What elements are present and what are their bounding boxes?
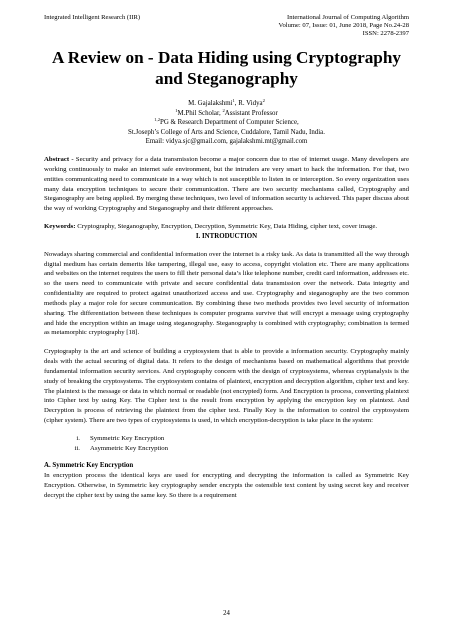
page-number: 24: [223, 610, 230, 617]
subsection-heading-symmetric: A. Symmetric Key Encryption: [44, 462, 134, 470]
journal-issn: ISSN: 2278-2397: [362, 30, 409, 37]
abstract-text: Security and privacy for a data transmission become a major concern due to rise of internet usage. Many developers are working continuously to make an internet safe environment, but the intruders are very smart to hack the information. For that, two entities communicating need to communicate in a way which is not susceptible to listen in or interception. So every organization uses many data encryption techniques to secure their communication. There are two security mechanisms called, Cryptography and Steganography are being applied. By merging these techniques, two level of information security is achieved. This paper discuss about the way of working Cryptography and Steganography and their different approaches.: [44, 155, 409, 213]
intro-paragraph-2: Cryptography is the art and science of building a cryptosystem that is able to provide a information security. Cryptography mainly deals with the actual securing of digital data. It refers to the design of mechanisms based on mathematical algorithms that provide fundamental information security services. And cryptography concern with the design of cryptosystems, whereas cryptanalysis is the study of breaking the cryptosystems. The cryptosystem contains of plaintext, encryption and decryption algorithm, cipher text and key. The plaintext is the message or data in which normal or readable (not encrypted) form. And Encryption is process, converting plaintext into Cipher text by using Key. The Cipher text is the result from encryption by applying the encryption key on plaintext. And Decryption is process of retrieving the plaintext from the cipher text. Finally Key is the information to control the cryptosystem (cipher system). There are two types of cryptosystems is used, in which encryption-decryption is take place in the system:: [44, 348, 409, 425]
journal-name: International Journal of Computing Algorithm: [287, 14, 409, 21]
list-item: ii. Asymmetric Key Encryption: [74, 444, 168, 452]
paper-title: [44, 47, 409, 89]
section-heading-introduction: I. INTRODUCTION: [195, 232, 258, 240]
paper-title-line1: A Review on - Data Hiding using Cryptography: [51, 48, 402, 67]
keywords: [44, 222, 409, 232]
list-item: i. Symmetric Key Encryption: [76, 435, 165, 443]
abstract: [44, 155, 409, 214]
keywords-text: Cryptography, Steganography, Encryption, Decryption, Symmetric Key, Data Hiding, cipher text, cover image.: [75, 223, 378, 231]
journal-info: [279, 14, 409, 38]
author-email: Email: vidya.sjc@gmail.com, gajalakshmi.mt@gmail.com: [145, 138, 308, 146]
keywords-label: Keywords:: [44, 223, 76, 231]
abstract-label: Abstract -: [44, 155, 74, 163]
symmetric-paragraph: In encryption process the identical keys are used for encrypting and decrypting the information is called as Symmetric Key Encryption. Otherwise, in Symmetric key cryptography sender encrypts the ostensible text content by using secret key and receiver decrypt the cipher text by using the same key. So there is a requirement: [44, 472, 409, 499]
intro-paragraph-1: Nowadays sharing commercial and confidential information over the internet is a risky task. As data is transmitted all the way through digital medium has certain demerits like tampering, illegal use, easy to access, copyright violation etc. There are many applications and websites on the internet requires the users to fill their personal data’s like telephone number, credit card information, addresses etc. so the users need to communicate with private and secure confidential data transmission over the network. Data integrity and confidentiality are required to protect against unauthorized access and use. Cryptography and steganography are the two common methods play a major role for secure communication. By combining these two methods provides two level security of information sharing. The differentiation between these techniques is computer programs survive that will encrypt a message using cryptography and hide the encryption within an image using steganography. Steganography is combined with cryptography; combination is termed as metamorphic cryptography [18].: [44, 250, 409, 337]
running-header: [44, 14, 409, 38]
cryptosystem-types-list: [44, 434, 409, 453]
author-roles: $^1$M.Phil Scholar, $^2$Assistant Professor: [175, 107, 278, 117]
paper-title-line2: and Steganography: [155, 69, 298, 88]
author-block: [44, 99, 409, 147]
journal-publisher: Integrated Intelligent Research (IIR): [44, 14, 141, 21]
journal-volume: Volume: 07, Issue: 01, June 2018, Page No.24-28: [278, 22, 409, 29]
author-department: $^{1,2}$PG & Research Department of Computer Science,: [154, 117, 299, 127]
author-college: St.Joseph’s College of Arts and Science, Cuddalore, Tamil Nadu, India.: [128, 128, 325, 136]
author-names: M. Gajalakshmi$^1$, R. Vidya$^2$: [188, 98, 265, 107]
